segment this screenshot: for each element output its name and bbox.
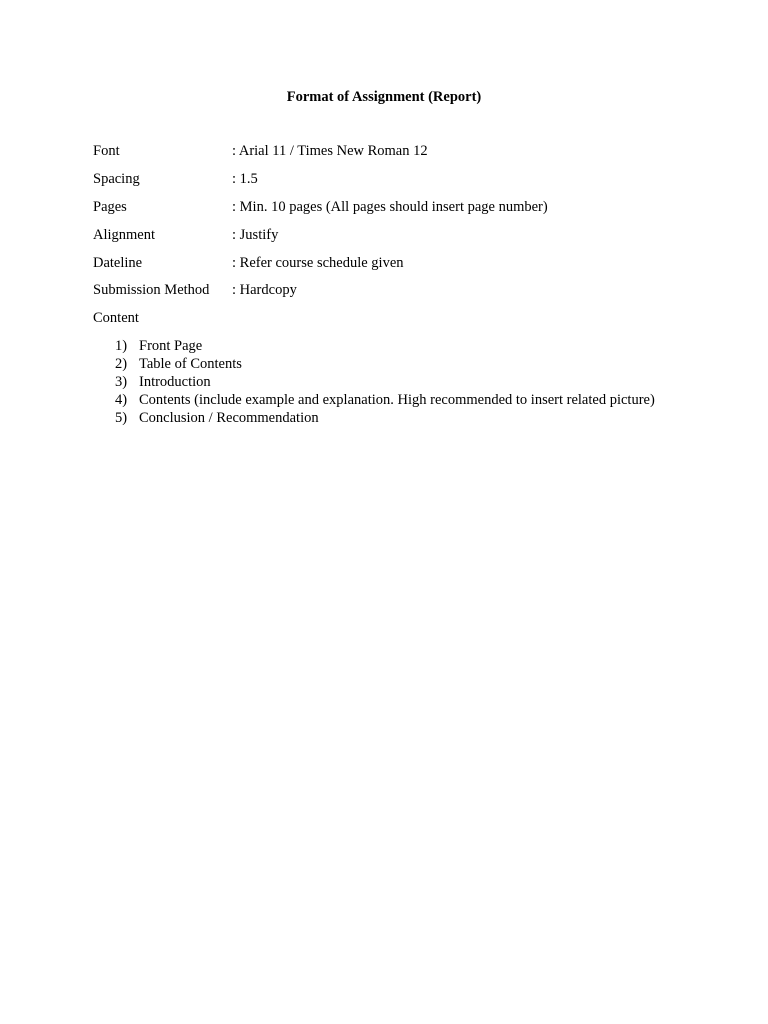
content-heading: Content [93,310,139,326]
field-value: : Justify [232,227,279,243]
list-item-text: Table of Contents [139,356,242,372]
list-item-text: Conclusion / Recommendation [139,410,319,426]
field-label: Submission Method [93,282,210,298]
list-item [115,355,675,373]
list-item-text: Front Page [139,338,203,354]
field-label: Spacing [93,171,140,187]
field-value: : 1.5 [232,171,258,187]
list-item [115,373,675,391]
list-item-number: 1) [115,338,128,354]
field-value: : Refer course schedule given [232,255,404,271]
list-item [115,409,675,427]
content-list [115,337,675,427]
list-item [115,391,675,409]
list-item-text: Contents (include example and explanation. High recommended to insert related picture) [139,392,655,408]
field-label: Font [93,143,120,159]
list-item-text: Introduction [139,374,211,390]
field-label: Alignment [93,227,156,243]
field-value: : Min. 10 pages (All pages should insert page number) [232,199,548,215]
document-title: Format of Assignment (Report) [286,89,482,105]
field-value: : Arial 11 / Times New Roman 12 [232,143,428,159]
field-label: Dateline [93,255,143,271]
field-value: : Hardcopy [232,282,297,298]
field-label: Pages [93,199,127,215]
list-item [115,337,675,355]
list-item-number: 4) [115,392,128,408]
list-item-number: 2) [115,356,128,372]
list-item-number: 3) [115,374,128,390]
list-item-number: 5) [115,410,128,426]
